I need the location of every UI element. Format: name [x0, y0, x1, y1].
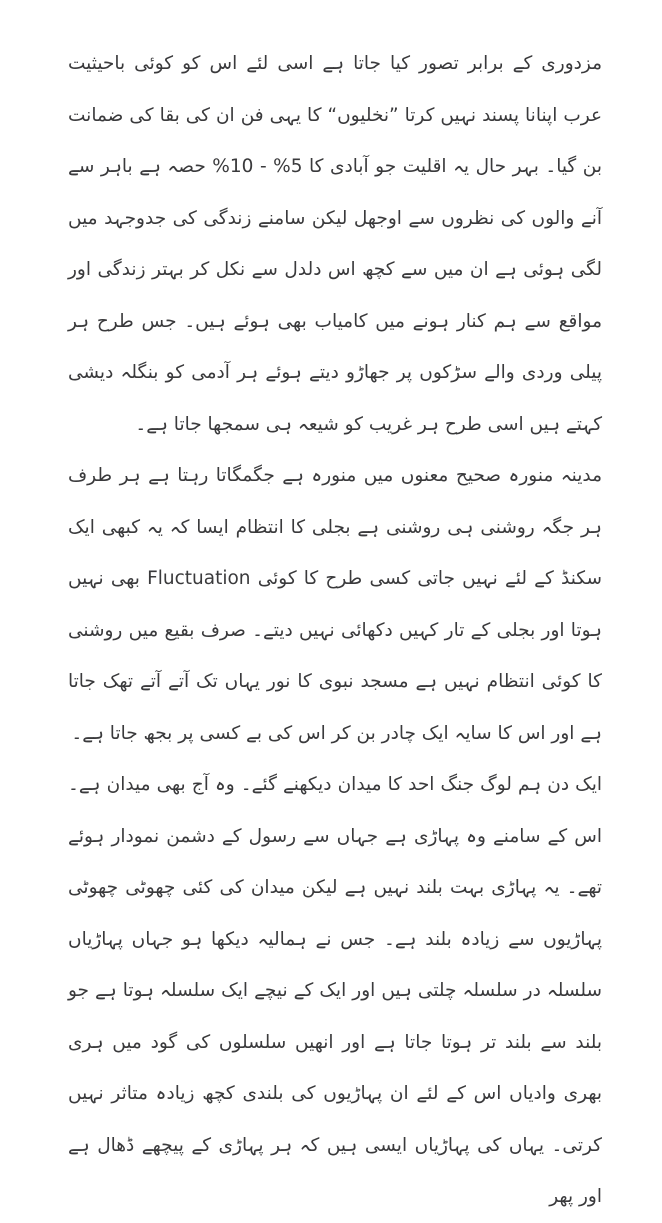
- paragraph-3: ایک دن ہم لوگ جنگ احد کا میدان دیکھنے گئے۔ وہ آج بھی میدان ہے۔ اس کے سامنے وہ پہاڑی ہے جہاں سے رسول کے دشمن نمودار ہوئے تھے۔ یہ پہاڑی بہت بلند نہیں ہے لیکن میدان کی کئی چھوٹی چھوٹی پہاڑیوں سے زیادہ بلند ہے۔ جس نے ہمالیہ دیکھا ہو جہاں پہاڑیاں سلسلہ در سلسلہ چلتی ہیں اور ایک کے نیچے ایک سلسلہ ہوتا ہے جو بلند سے بلند تر ہوتا جاتا ہے اور انھیں سلسلوں کی گود میں ہری بھری وادیاں اس کے لئے ان پہاڑیوں کی بلندی کچھ زیادہ متاثر نہیں کرتی۔ یہاں کی پہاڑیاں ایسی ہیں کہ ہر پہاڑی کے پیچھے ڈھال ہے اور پھر: [68, 774, 602, 1207]
- paragraph-2: مدینہ منورہ صحیح معنوں میں منورہ ہے جگمگاتا رہتا ہے ہر طرف ہر جگہ روشنی ہی روشنی ہے بجلی کا انتظام ایسا کہ یہ کبھی ایک سکنڈ کے لئے نہیں جاتی کسی طرح کا کوئی Fluctuation بھی نہیں ہوتا اور بجلی کے تار کہیں دکھائی نہیں دیتے۔ صرف بقیع میں روشنی کا کوئی انتظام نہیں ہے مسجد نبوی کا نور یہاں تک آتے آتے تھک جاتا ہے اور اس کا سایہ ایک چادر بن کر اس کی بے کسی پر بجھ جاتا ہے۔: [68, 465, 603, 744]
- paragraph-1: مزدوری کے برابر تصور کیا جاتا ہے اسی لئے اس کو کوئی باحیثیت عرب اپنانا پسند نہیں کرتا ”نخلیوں“ کا یہی فن ان کی بقا کی ضمانت بن گیا۔ بہر حال یہ اقلیت جو آبادی کا 5% - 10% حصہ ہے باہر سے آنے والوں کی نظروں سے اوجھل لیکن سامنے زندگی کی جدوجہد میں لگی ہوئی ہے ان میں سے کچھ اس دلدل سے نکل کر بہتر زندگی اور مواقع سے ہم کنار ہونے میں کامیاب بھی ہوئے ہیں۔ جس طرح ہر پیلی وردی والے سڑکوں پر جھاڑو دیتے ہوئے ہر آدمی کو بنگلہ دیشی کہتے ہیں اسی طرح ہر غریب کو شیعہ ہی سمجھا جاتا ہے۔: [68, 53, 602, 435]
- urdu-text-body: [68, 38, 602, 1223]
